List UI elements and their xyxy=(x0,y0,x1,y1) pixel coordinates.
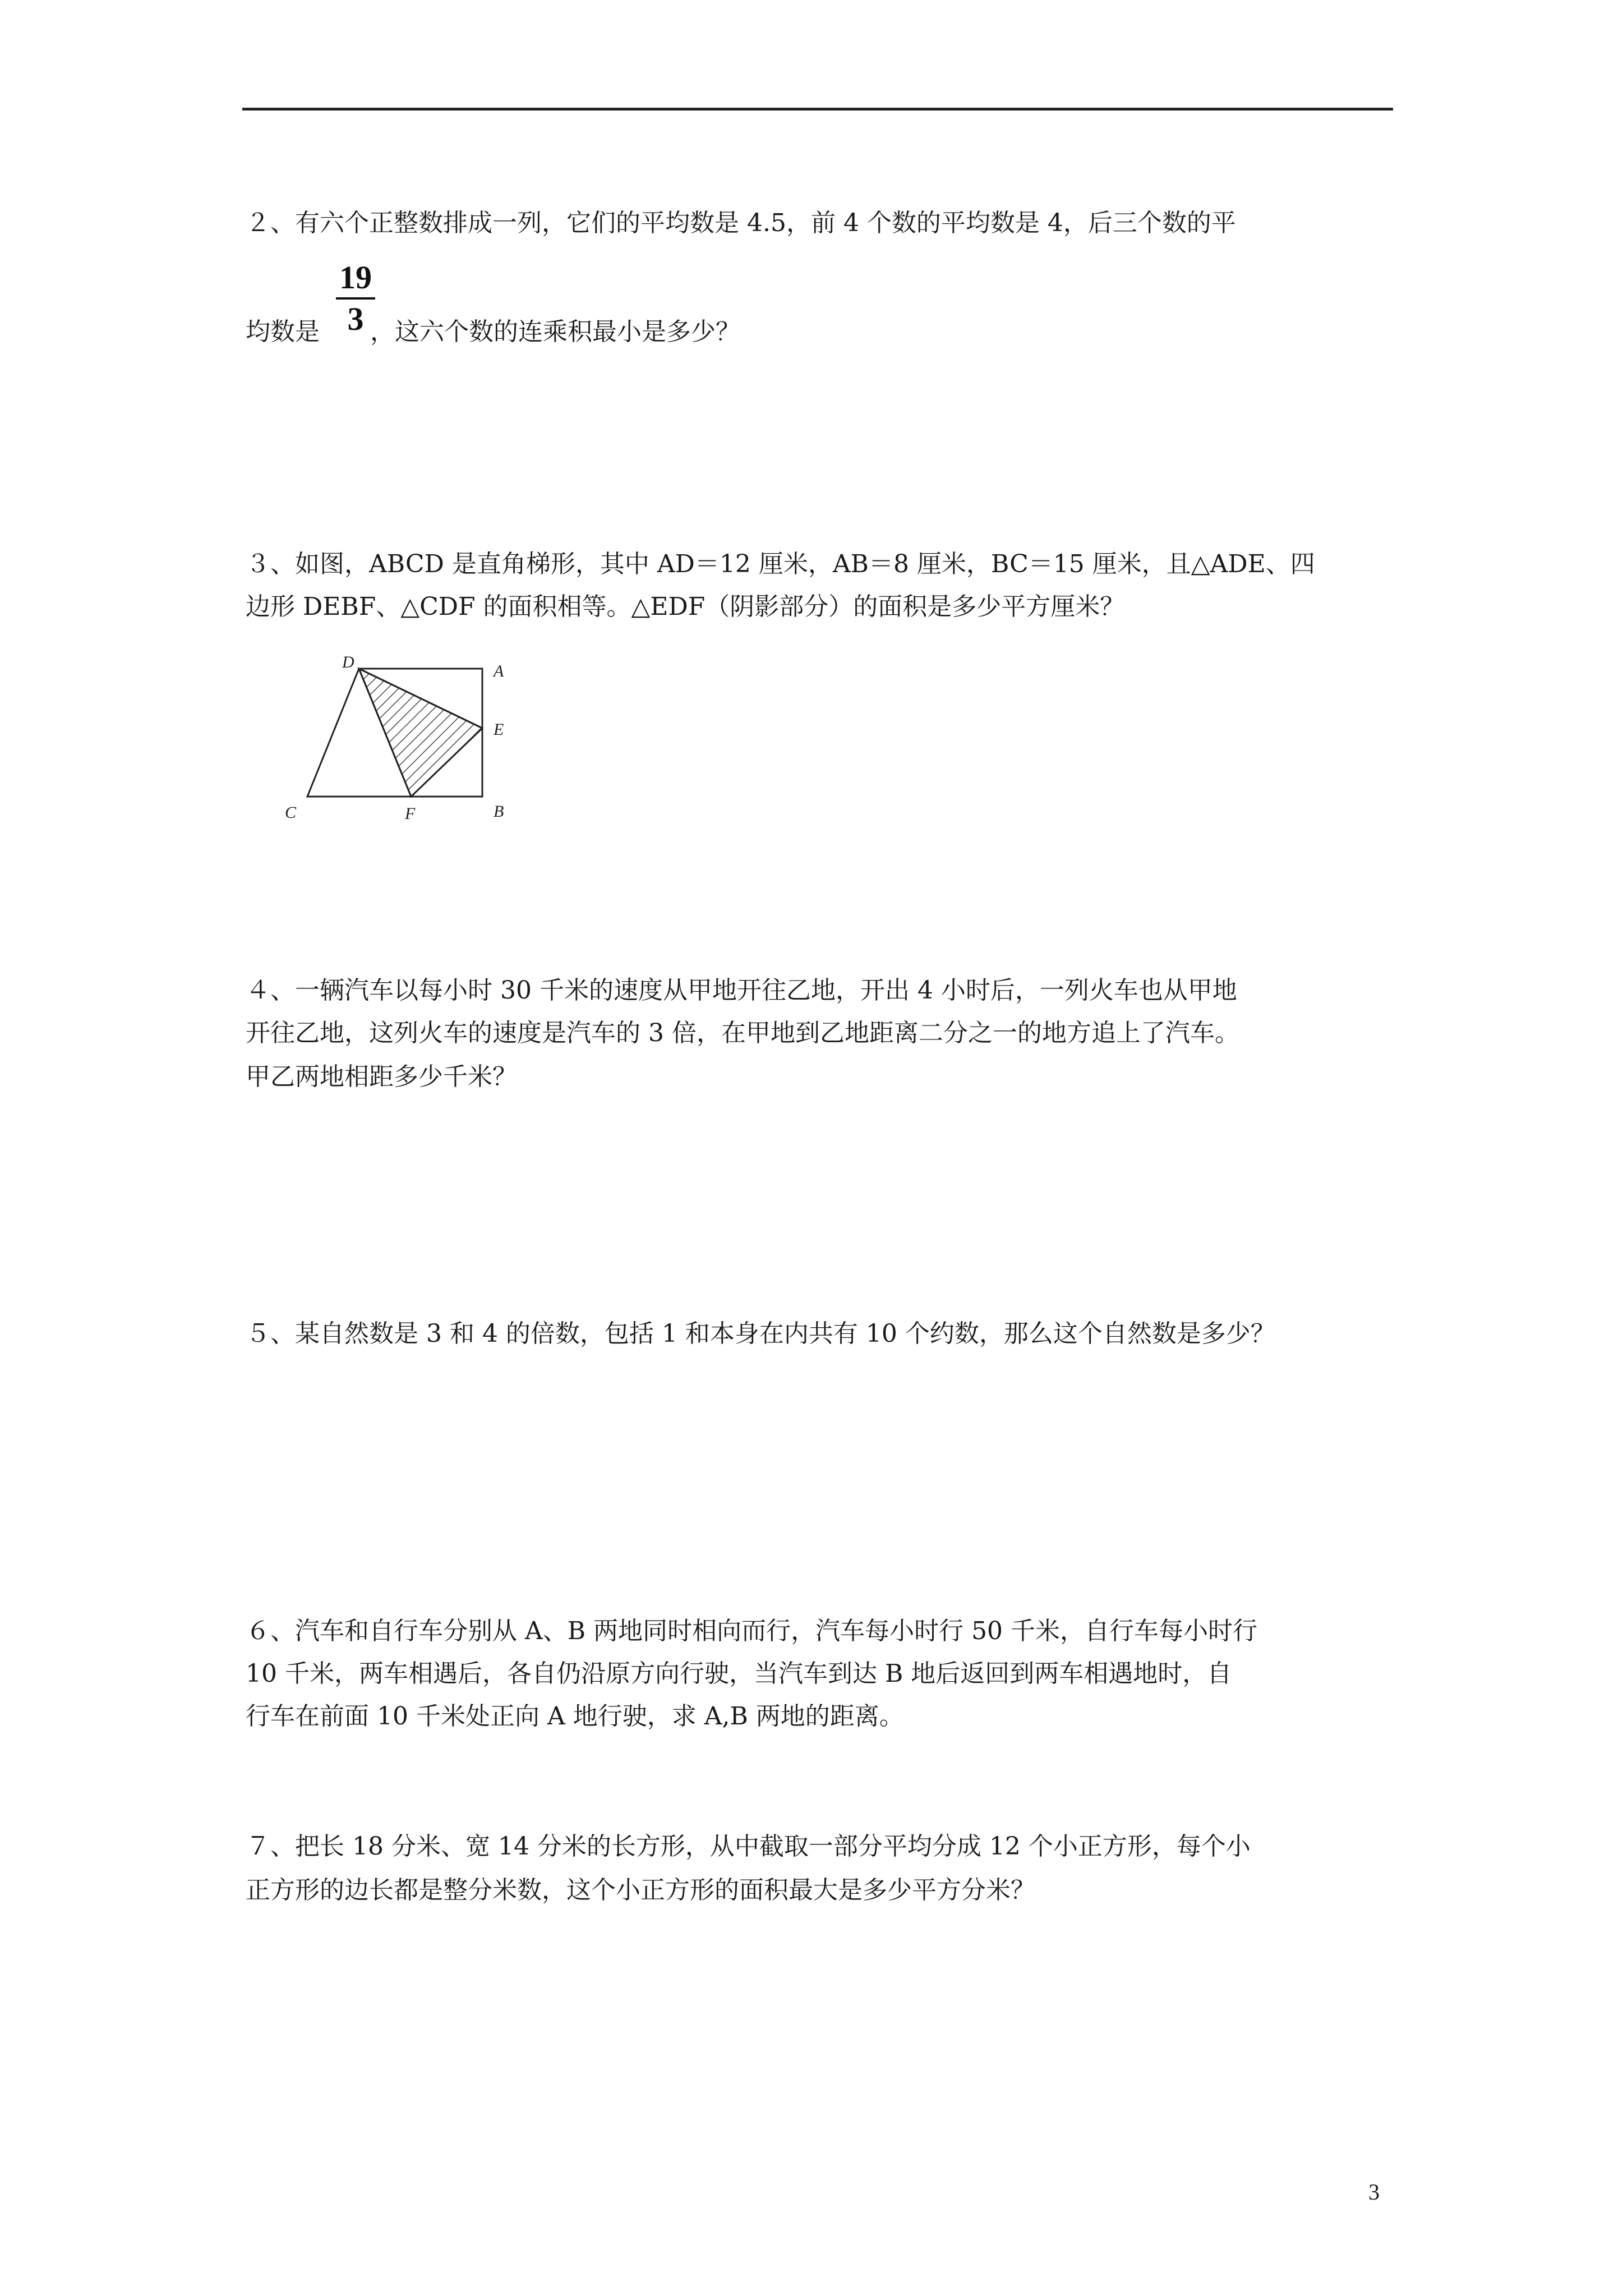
q6-line-3: 行车在前面 10 千米处正向 A 地行驶，求 A,B 两地的距离。 xyxy=(246,1702,904,1731)
trapezoid-figure xyxy=(280,651,522,830)
label-b: B xyxy=(494,802,504,821)
q2-line-2 xyxy=(246,315,1395,349)
page-number: 3 xyxy=(1368,2179,1380,2205)
q2-line-2-pre: 均数是 xyxy=(246,318,320,346)
q7-line-2: 正方形的边长都是整分米数，这个小正方形的面积最大是多少平方分米？ xyxy=(246,1876,1035,1904)
label-e: E xyxy=(494,720,504,739)
header-rule xyxy=(242,108,1393,111)
q5-line-1: ５、某自然数是 3 和 4 的倍数，包括 1 和本身在内共有 10 个约数，那么这个自然数是多少？ xyxy=(246,1319,1275,1348)
q3-line-2: 边形 DEBF、△CDF 的面积相等。△EDF（阴影部分）的面积是多少平方厘米？ xyxy=(246,592,1125,621)
q4-line-3: 甲乙两地相距多少千米？ xyxy=(246,1062,517,1091)
q2-line-2-post: ，这六个数的连乘积最小是多少？ xyxy=(370,318,740,346)
q6-line-1: ６、汽车和自行车分别从 A、B 两地同时相向而行，汽车每小时行 50 千米，自行车每小时行 xyxy=(246,1617,1258,1645)
label-c: C xyxy=(285,803,297,822)
q4-line-2: 开往乙地，这列火车的速度是汽车的 3 倍，在甲地到乙地距离二分之一的地方追上了汽车。 xyxy=(246,1019,1239,1047)
shaded-triangle-edf xyxy=(359,669,482,797)
q2-fraction-numerator: 19 xyxy=(339,259,372,296)
q4-line-1: ４、一辆汽车以每小时 30 千米的速度从甲地开往乙地，开出 4 小时后，一列火车也从甲地 xyxy=(246,976,1237,1005)
label-d: D xyxy=(342,653,354,671)
label-a: A xyxy=(494,662,504,680)
q2-fraction-denominator: 3 xyxy=(347,301,364,337)
label-f: F xyxy=(405,804,416,823)
q2-fraction-bar xyxy=(336,297,375,300)
q7-line-1: ７、把长 18 分米、宽 14 分米的长方形，从中截取一部分平均分成 12 个小正方形，每个小 xyxy=(246,1832,1251,1861)
q6-line-2: 10 千米，两车相遇后，各自仍沿原方向行驶，当汽车到达 B 地后返回到两车相遇地时，自 xyxy=(246,1659,1232,1688)
trapezoid-diagram xyxy=(280,651,522,830)
q2-line-1: ２、有六个正整数排成一列，它们的平均数是 4.5，前 4 个数的平均数是 4，后三个数的平 xyxy=(246,209,1236,237)
q3-line-1: ３、如图，ABCD 是直角梯形，其中 AD＝12 厘米，AB＝8 厘米，BC＝15 厘米，且△ADE、四 xyxy=(246,550,1315,578)
